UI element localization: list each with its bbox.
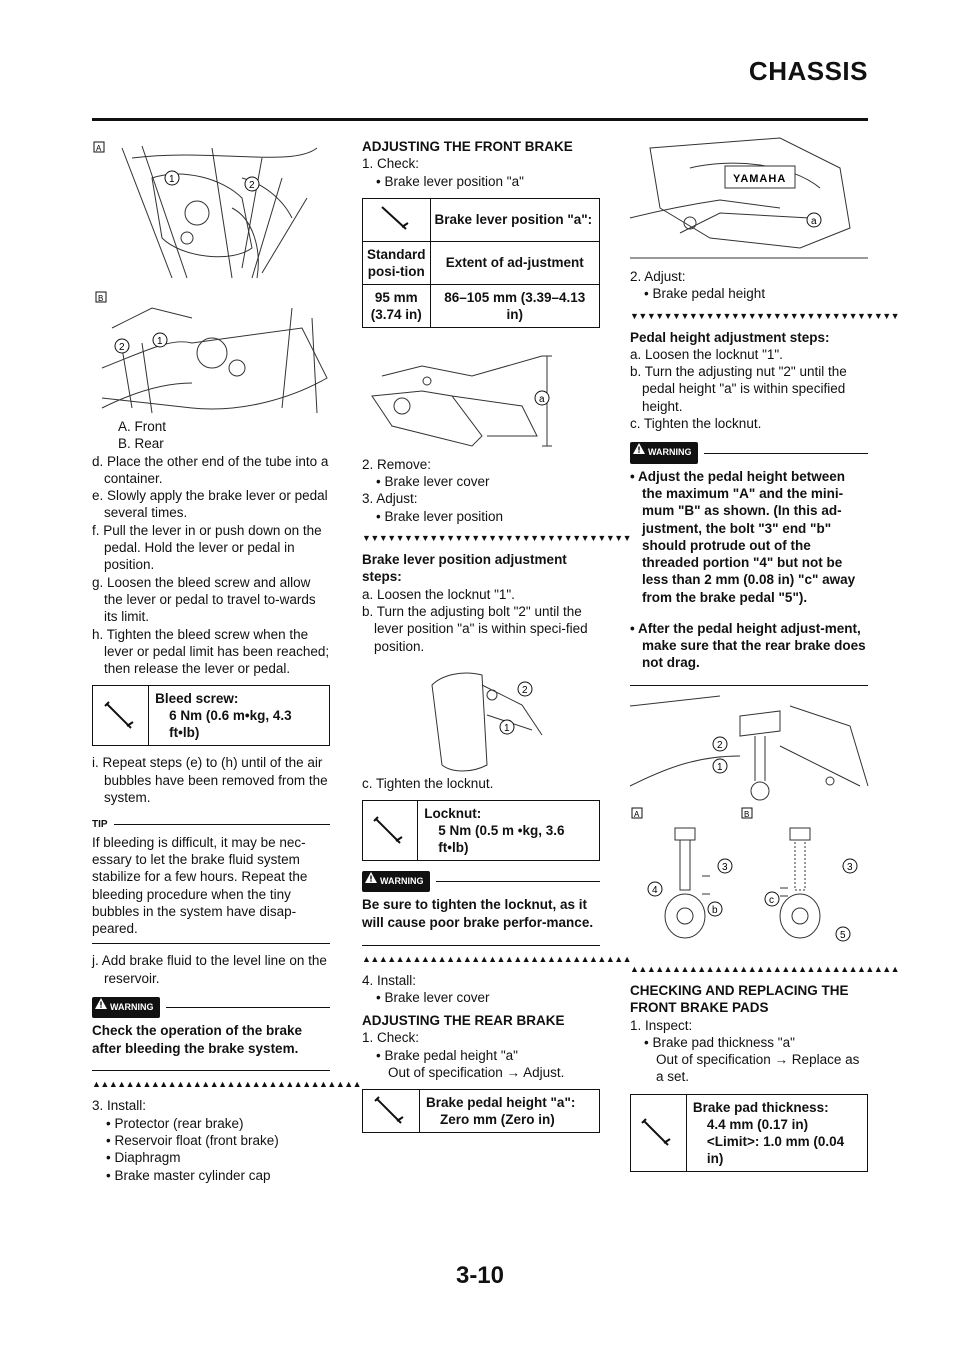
install-item: • Brake master cylinder cap [106,1167,271,1183]
adjusting-bolt-figure [362,655,600,775]
svg-text:b: b [712,904,718,916]
proc-step-b: b. Turn the adjusting bolt "2" until the lever position "a" is within speci-fied position. [362,603,588,654]
spec-wrench-icon-cell [363,198,431,241]
warning-header: WARNING [630,442,868,463]
step-2-remove: 2. Remove: [362,456,432,472]
fig-a-label: A [96,144,102,153]
step-4-install: 4. Install: [362,972,417,988]
warning-header: WARNING [92,997,330,1018]
svg-text:1: 1 [717,761,723,773]
warning-text: Check the operation of the brake after bleeding the brake system. [92,1023,303,1056]
remove-item: • Brake lever cover [376,474,490,490]
rear-brake-figure [92,288,330,418]
step-2-adjust: 2. Adjust: [630,269,686,284]
svg-text:c: c [769,894,774,906]
end-marker-row: ▲▲▲▲▲▲▲▲▲▲▲▲▲▲▲▲▲▲▲▲▲▲▲▲▲▲▲▲▲▲▲▲ [630,963,900,974]
caption-front: A. Front [118,419,167,434]
column-2 [362,138,632,1141]
svg-text:B: B [98,294,104,303]
proc-step-b: b. Turn the adjusting nut "2" until the pedal height "a" is within specified height. [630,364,847,414]
torque-wrench-icon [363,1090,420,1132]
svg-text:a: a [811,216,817,227]
tip-text: If bleeding is difficult, it may be nec-essary to let the brake fluid system stabilize for a few hours. Repeat the bleeding procedure when the tiny bubbles in the system have disap-peared. [92,834,308,937]
proc-step-a: a. Loosen the locknut "1". [630,346,783,362]
svg-text:5: 5 [840,929,846,941]
step-g: g. Loosen the bleed screw and allow the lever or pedal to travel to-wards its limit. [92,574,316,625]
svg-text:2: 2 [522,684,528,696]
svg-text:B: B [744,809,750,819]
table-value-standard: 95 mm (3.74 in) [363,284,431,327]
column-3 [630,138,900,1180]
spec-box-bleed-screw [92,685,330,746]
adjust-item: • Brake pedal height [644,286,766,302]
svg-text:3: 3 [722,861,728,873]
caption-rear: B. Rear [118,436,164,452]
page-title: CHASSIS [748,56,868,86]
svg-text:a: a [539,393,545,405]
page-number: 3-10 [455,1262,505,1289]
table-value-extent: 86–105 mm (3.39–4.13 in) [430,284,599,327]
procedure-title: Pedal height adjustment steps: [630,329,830,345]
spec-box-locknut [362,800,600,861]
brake-lever-figure [362,336,600,456]
proc-step-c: c. Tighten the locknut. [362,775,494,791]
end-marker-row: ▲▲▲▲▲▲▲▲▲▲▲▲▲▲▲▲▲▲▲▲▲▲▲▲▲▲▲▲▲▲▲▲ [362,953,632,964]
warning-header: WARNING [362,871,600,892]
install-item: • Diaphragm [106,1150,181,1166]
svg-text:4: 4 [652,884,658,896]
spec-title: Locknut: [424,806,482,822]
table-header-extent: Extent of ad-justment [430,241,599,284]
section-heading-front-brake: ADJUSTING THE FRONT BRAKE [362,139,573,154]
install-item: • Brake lever cover [376,989,490,1005]
torque-wrench-icon [93,686,149,745]
column-1 [92,138,362,1184]
warning-icon [365,872,377,883]
svg-text:2: 2 [717,739,723,751]
spec-value: 6 Nm (0.6 m•kg, 4.3 ft•lb) [169,708,292,741]
spec-box-pad-thickness [630,1094,868,1172]
step-1-check: 1. Check: [362,156,420,172]
torque-wrench-icon [631,1095,687,1171]
spec-value: 4.4 mm (0.17 in) [706,1116,809,1132]
step-j: j. Add brake fluid to the level line on the reservoir. [92,953,327,986]
inspect-item: • Brake pad thickness "a" [644,1034,795,1050]
warning-item: • Adjust the pedal height between the maximum "A" and the mini-mum "B" as shown. (In this ad-justment, the bolt "3" end "b" should protrude out of the threaded portion "4" but not be less than 2 mm (0.08 in) "c" away from the brake pedal "5"). [630,468,856,605]
check-item: • Brake lever position "a" [376,173,524,189]
svg-text:3: 3 [847,861,853,873]
spec-title: Brake pad thickness: [692,1099,829,1115]
install-item: • Reservoir float (front brake) [106,1133,279,1148]
step-1-inspect: 1. Inspect: [630,1017,693,1033]
warning-icon [633,443,645,454]
step-f: f. Pull the lever in or push down on the pedal. Hold the lever or pedal in position. [92,522,322,573]
inspect-out-of-spec: Out of specification → Replace as a set. [656,1052,860,1085]
warning-icon [95,998,107,1009]
tip-rule [92,943,330,944]
proc-step-c: c. Tighten the locknut. [630,416,762,432]
procedure-title: Brake lever position adjustment steps: [362,552,567,585]
svg-text:2: 2 [249,180,255,191]
rear-step-1-check: 1. Check: [362,1030,420,1046]
svg-text:1: 1 [504,722,510,734]
spec-value: 5 Nm (0.5 m •kg, 3.6 ft•lb) [438,823,565,856]
pedal-adjuster-figure [630,686,868,806]
brake-pedal-figure [630,138,868,268]
section-heading-rear-brake: ADJUSTING THE REAR BRAKE [362,1013,565,1029]
tip-header: TIP [92,816,330,833]
spec-title: Bleed screw: [155,691,239,707]
step-h: h. Tighten the bleed screw when the lever or pedal limit has been reached; then release the lever or pedal. [92,626,330,677]
pedal-height-diagram [630,806,868,956]
warning-text: Be sure to tighten the locknut, as it will cause poor brake perfor-mance. [362,897,594,930]
end-marker-row: ▲▲▲▲▲▲▲▲▲▲▲▲▲▲▲▲▲▲▲▲▲▲▲▲▲▲▲▲▲▲▲▲ [92,1079,362,1090]
start-marker-row: ▼▼▼▼▼▼▼▼▼▼▼▼▼▼▼▼▼▼▼▼▼▼▼▼▼▼▼▼▼▼▼▼ [362,533,632,544]
spec-value: Zero mm (Zero in) [440,1112,555,1128]
front-brake-figure [92,138,330,288]
step-3-adjust: 3. Adjust: [362,491,418,507]
svg-text:1: 1 [169,174,175,185]
section-heading-brake-pads: CHECKING AND REPLACING THE FRONT BRAKE PADS [630,982,849,1016]
warning-rule [362,945,600,946]
torque-wrench-icon [363,801,418,860]
rear-check-item: • Brake pedal height "a" [376,1047,518,1063]
spec-limit: <Limit>: 1.0 mm (0.04 in) [706,1133,845,1166]
step-i: i. Repeat steps (e) to (h) until of the air bubbles have been removed from the system. [92,755,328,806]
svg-text:A: A [634,809,640,819]
warning-rule [92,1070,330,1071]
spec-box-pedal-height [362,1089,600,1133]
step-e: e. Slowly apply the brake lever or pedal several times. [92,488,328,521]
yamaha-logo: YAMAHA [733,173,787,185]
rear-check-out-of-spec: Out of specification → Adjust. [388,1065,565,1081]
svg-text:1: 1 [157,336,163,347]
header-rule [92,118,868,121]
start-marker-row: ▼▼▼▼▼▼▼▼▼▼▼▼▼▼▼▼▼▼▼▼▼▼▼▼▼▼▼▼▼▼▼▼ [630,310,900,321]
brake-lever-spec-table [362,198,600,328]
adjust-item: • Brake lever position [376,508,504,524]
table-header-standard: Standard posi-tion [363,241,431,284]
table-title: Brake lever position "a": [430,198,599,241]
step-3-install: 3. Install: [92,1098,147,1114]
warning-item: • After the pedal height adjust-ment, make sure that the rear brake does not drag. [630,620,866,671]
torque-wrench-icon [376,203,416,233]
step-d: d. Place the other end of the tube into a container. [92,453,329,486]
svg-text:2: 2 [119,342,125,353]
proc-step-a: a. Loosen the locknut "1". [362,586,515,602]
install-item: • Protector (rear brake) [106,1115,244,1131]
spec-title: Brake pedal height "a": [426,1095,576,1111]
